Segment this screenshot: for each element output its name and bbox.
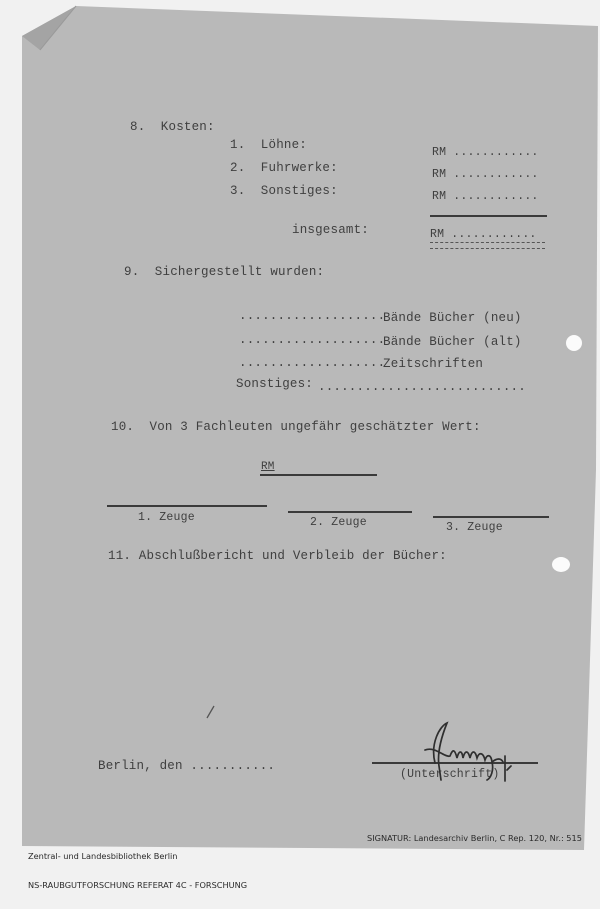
- estimate-currency: RM: [261, 461, 275, 473]
- handwritten-signature: [395, 718, 545, 788]
- footer-library-name: Zentral- und Landesbibliothek Berlin: [28, 851, 178, 861]
- punch-hole-top: [566, 335, 582, 351]
- section-8-heading: 8. Kosten:: [130, 120, 215, 134]
- section-10-heading: 10. Von 3 Fachleuten ungefähr geschätzter Wert:: [111, 420, 481, 434]
- secured-label: Bände Bücher (alt): [383, 335, 522, 349]
- secured-label: Bände Bücher (neu): [383, 311, 522, 325]
- total-double-line: [430, 242, 545, 249]
- witness-3-label: 3. Zeuge: [446, 521, 503, 534]
- cost-item-label: 3. Sonstiges:: [230, 184, 338, 198]
- cost-item-amount: RM ............: [432, 190, 539, 203]
- signature-caption: (Unterschrift): [400, 768, 500, 781]
- witness-1-label: 1. Zeuge: [138, 511, 195, 524]
- witness-2-line: [288, 511, 412, 513]
- secured-fill: ...................: [239, 309, 386, 323]
- cost-item-amount: RM ............: [432, 168, 539, 181]
- total-amount: RM ............: [430, 228, 537, 241]
- pencil-mark: [205, 704, 217, 720]
- other-label: Sonstiges:: [236, 377, 314, 391]
- witness-3-line: [433, 516, 549, 518]
- place-date: Berlin, den ...........: [98, 759, 276, 773]
- witness-2-label: 2. Zeuge: [310, 516, 367, 529]
- secured-fill: ...................: [239, 356, 386, 370]
- estimate-line: [260, 474, 377, 476]
- section-11-heading: 11. Abschlußbericht und Verbleib der Bücher:: [108, 549, 447, 563]
- witness-1-line: [107, 505, 267, 507]
- subtotal-line: [430, 215, 547, 217]
- punch-hole-bottom: [552, 557, 570, 572]
- total-label: insgesamt:: [292, 223, 370, 237]
- secured-label: Zeitschriften: [383, 357, 484, 371]
- section-9-heading: 9. Sichergestellt wurden:: [124, 265, 325, 279]
- cost-item-amount: RM ............: [432, 146, 539, 159]
- footer-department: NS-RAUBGUTFORSCHUNG REFERAT 4C - FORSCHUNG: [28, 879, 248, 890]
- secured-fill: ...................: [239, 333, 386, 347]
- cost-item-label: 2. Fuhrwerke:: [230, 161, 338, 175]
- cost-item-label: 1. Löhne:: [230, 138, 308, 152]
- footer-institution: [28, 833, 247, 909]
- footer-signature-reference: SIGNATUR: Landesarchiv Berlin, C Rep. 120, Nr.: 515: [367, 833, 582, 843]
- other-fill: ...........................: [318, 380, 526, 394]
